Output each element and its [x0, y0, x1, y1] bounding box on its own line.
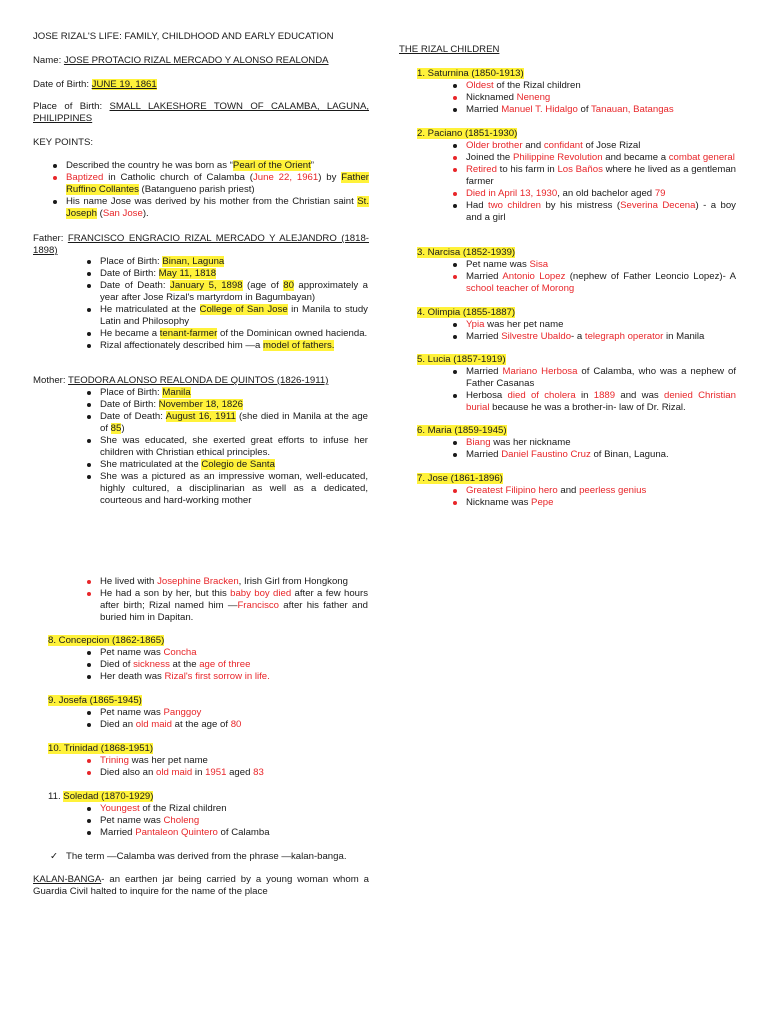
- checkmark-icon: ✓: [50, 851, 59, 862]
- child-8-list: [100, 647, 368, 683]
- child-11-heading: 11. Soledad (1870-1929): [48, 791, 154, 802]
- list-item: Married Daniel Faustino Cruz of Binan, Laguna.: [466, 449, 736, 461]
- list-item: Her death was Rizal's first sorrow in life.: [100, 671, 368, 683]
- list-item: Nickname was Pepe: [466, 497, 736, 509]
- list-item: She matriculated at the Colegio de Santa: [100, 459, 368, 471]
- list-item: Greatest Filipino hero and peerless genius: [466, 485, 736, 497]
- list-item: Trining was her pet name: [100, 755, 368, 767]
- list-item: She was a pictured as an impressive woman, well-educated, highly cultured, a disciplinarian as well as a dedicated, courteous and hard-working mother: [100, 471, 368, 506]
- list-item: Baptized in Catholic church of Calamba (June 22, 1961) by Father Ruffino Collantes (Batangueno parish priest): [66, 172, 369, 195]
- list-item: Pet name was Panggoy: [100, 707, 368, 719]
- child-10-list: [100, 755, 368, 779]
- list-item: Married Mariano Herbosa of Calamba, who was a nephew of Father Casanas: [466, 366, 737, 389]
- list-item: Ypia was her pet name: [466, 319, 736, 331]
- child-9-heading: 9. Josefa (1865-1945): [48, 695, 142, 706]
- child-4-list: [466, 319, 736, 343]
- child-3-list: [466, 259, 736, 295]
- child-5-list: [466, 366, 736, 414]
- list-item: Married Pantaleon Quintero of Calamba: [100, 827, 368, 839]
- child-8-heading: 8. Concepcion (1862-1865): [48, 635, 165, 646]
- dob-line: Date of Birth: JUNE 19, 1861: [33, 79, 157, 90]
- list-item: Died an old maid at the age of 80: [100, 719, 368, 731]
- list-item: Older brother and confidant of Jose Rizal: [466, 140, 736, 152]
- child-7-heading: 7. Jose (1861-1896): [417, 473, 503, 484]
- mother-list: [100, 387, 368, 507]
- child-6-list: [466, 437, 736, 461]
- list-item: Described the country he was born as “Pearl of the Orient”: [66, 160, 369, 172]
- list-item: Died in April 13, 1930, an old bachelor aged 79: [466, 188, 736, 200]
- child-10-heading: 10. Trinidad (1868-1951): [48, 743, 154, 754]
- list-item: Date of Birth: May 11, 1818: [100, 268, 368, 280]
- father-list: [100, 256, 368, 352]
- calamba-term-note: ✓ The term —Calamba was derived from the phrase —kalan-banga.: [50, 851, 347, 862]
- list-item: Married Manuel T. Hidalgo of Tanauan, Batangas: [466, 104, 736, 116]
- mother-heading: Mother: TEODORA ALONSO REALONDA DE QUINTOS (1826-1911): [33, 375, 329, 386]
- list-item: Nicknamed Neneng: [466, 92, 736, 104]
- list-item: Joined the Philippine Revolution and became a combat general: [466, 152, 735, 163]
- key-points-heading: KEY POINTS:: [33, 137, 94, 148]
- list-item: Married Antonio Lopez (nephew of Father Leoncio Lopez)- A school teacher of Morong: [466, 271, 737, 294]
- list-item: Retired to his farm in Los Baños where he lived as a gentleman farmer: [466, 164, 737, 187]
- list-item: Pet name was Sisa: [466, 259, 736, 271]
- kalan-banga-definition: KALAN-BANGA- an earthen jar being carried by a young woman whom a Guardia Civil halted to inquire for the name of the place: [33, 874, 369, 897]
- list-item: Biang was her nickname: [466, 437, 736, 449]
- list-item: Had two children by his mistress (Severina Decena) - a boy and a girl: [466, 200, 736, 223]
- list-item: She was educated, she exerted great efforts to infuse her children with Christian ethical principles.: [100, 435, 368, 458]
- child-11-list: [100, 803, 368, 839]
- list-item: Herbosa died of cholera in 1889 and was denied Christian burial because he was a brother-in- law of Dr. Rizal.: [466, 390, 736, 413]
- rizal-children-heading: THE RIZAL CHILDREN: [399, 44, 500, 55]
- name-line: Name: JOSE PROTACIO RIZAL MERCADO Y ALONSO REALONDA: [33, 55, 329, 66]
- list-item: He lived with Josephine Bracken, Irish Girl from Hongkong: [100, 576, 368, 588]
- list-item: Place of Birth: Manila: [100, 387, 368, 399]
- document-title: JOSE RIZAL'S LIFE: FAMILY, CHILDHOOD AND EARLY EDUCATION: [33, 31, 334, 42]
- list-item: He had a son by her, but this baby boy died after a few hours after birth; Rizal named him —Francisco after his father and buried him in Dapitan.: [100, 588, 368, 623]
- child-1-list: [466, 80, 736, 116]
- list-item: Place of Birth: Binan, Laguna: [100, 256, 368, 268]
- child-2-list: [466, 140, 736, 224]
- key-points-list: [66, 160, 369, 220]
- list-item: Died of sickness at the age of three: [100, 659, 368, 671]
- child-7-list: [466, 485, 736, 509]
- father-heading: Father: FRANCISCO ENGRACIO RIZAL MERCADO Y ALEJANDRO (1818-1898): [33, 233, 369, 256]
- child-2-heading: 2. Paciano (1851-1930): [417, 128, 518, 139]
- list-item: Married Silvestre Ubaldo- a telegraph operator in Manila: [466, 331, 736, 343]
- list-item: Rizal affectionately described him —a model of fathers.: [100, 340, 368, 352]
- pob-line: Place of Birth: SMALL LAKESHORE TOWN OF CALAMBA, LAGUNA, PHILIPPINES: [33, 101, 370, 124]
- child-5-heading: 5. Lucia (1857-1919): [417, 354, 506, 365]
- list-item: Date of Birth: November 18, 1826: [100, 399, 368, 411]
- child-6-heading: 6. Maria (1859-1945): [417, 425, 507, 436]
- jose-continued-list: [100, 576, 368, 624]
- child-4-heading: 4. Olimpia (1855-1887): [417, 307, 516, 318]
- list-item: Youngest of the Rizal children: [100, 803, 368, 815]
- child-9-list: [100, 707, 368, 731]
- list-item: His name Jose was derived by his mother from the Christian saint St. Joseph (San Jose).: [66, 196, 369, 219]
- list-item: He matriculated at the College of San Jose in Manila to study Latin and Philosophy: [100, 304, 368, 327]
- child-3-heading: 3. Narcisa (1852-1939): [417, 247, 516, 258]
- list-item: Died also an old maid in 1951 aged 83: [100, 767, 368, 779]
- list-item: Pet name was Choleng: [100, 815, 368, 827]
- list-item: Pet name was Concha: [100, 647, 368, 659]
- list-item: Date of Death: August 16, 1911 (she died in Manila at the age of 85): [100, 411, 368, 434]
- list-item: Oldest of the Rizal children: [466, 80, 736, 92]
- child-1-heading: 1. Saturnina (1850-1913): [417, 68, 524, 79]
- list-item: Date of Death: January 5, 1898 (age of 80 approximately a year after Jose Rizal's martyrdom in Bagumbayan): [100, 280, 368, 303]
- list-item: He became a tenant-farmer of the Dominican owned hacienda.: [100, 328, 368, 339]
